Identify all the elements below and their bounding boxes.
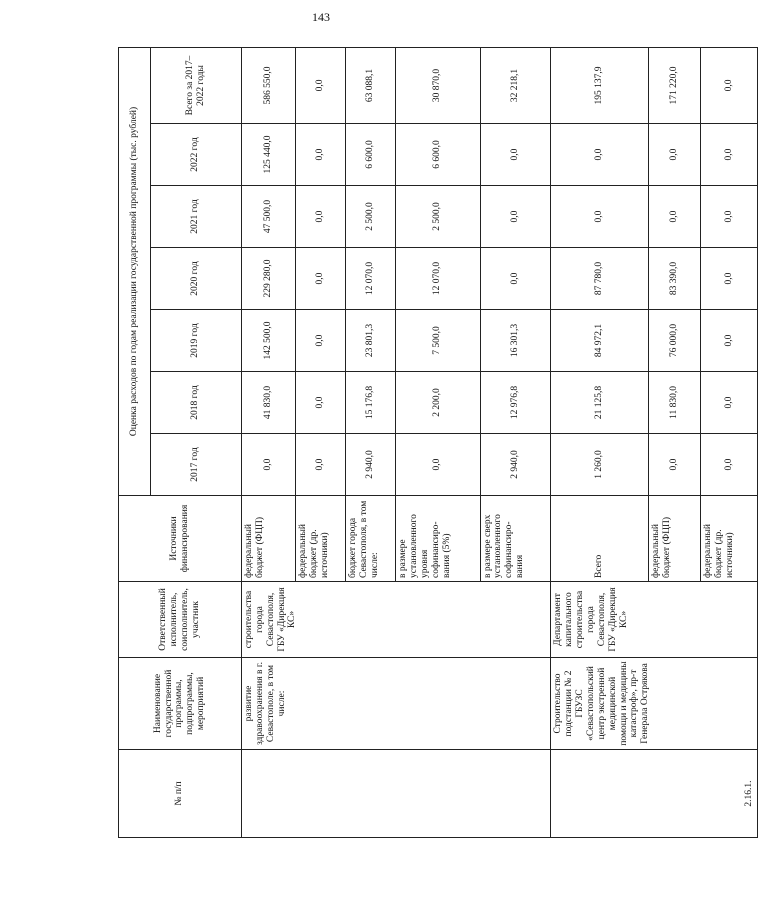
- cell-value: 0,0: [701, 310, 758, 372]
- cell-value: 2 500,0: [346, 186, 396, 248]
- cell-value: 0,0: [296, 434, 346, 496]
- cell-value: 0,0: [701, 47, 758, 123]
- expense-table: [118, 47, 758, 838]
- row-source: бюджет города Севастополя, в том числе:: [346, 496, 396, 582]
- cell-value: 84 972,1: [550, 310, 648, 372]
- cell-value: 0,0: [296, 248, 346, 310]
- row-source: федеральный бюджет (др. источники): [701, 496, 758, 582]
- year-header: 2019 год: [150, 310, 241, 372]
- cell-value: 12 070,0: [346, 248, 396, 310]
- row-source: федеральный бюджет (ФЦП): [241, 496, 296, 582]
- cell-value: 30 870,0: [396, 47, 480, 123]
- row-source: в размере сверх установленного софинансиро-вания: [480, 496, 550, 582]
- cell-value: 0,0: [480, 124, 550, 186]
- cell-value: 6 600,0: [346, 124, 396, 186]
- cell-value: 171 220,0: [648, 47, 700, 123]
- cell-value: 0,0: [701, 124, 758, 186]
- cell-value: 0,0: [701, 186, 758, 248]
- cell-value: 21 125,8: [550, 372, 648, 434]
- row-num: 2.16.1.: [550, 750, 757, 838]
- header-source: Источники финансирования: [119, 496, 242, 582]
- header-name: Наименование государственной программы, подпрограммы, мероприятий: [119, 658, 242, 750]
- rotated-table-wrapper: [118, 48, 758, 838]
- cell-value: 2 200,0: [396, 372, 480, 434]
- cell-value: 142 500,0: [241, 310, 296, 372]
- row-name: Строительство подстанции № 2 ГБУЗС «Севастопольский центр экстренной медицинской помощи и медицины катастроф», пр-т Генерала Острякова: [550, 658, 757, 750]
- year-header: 2018 год: [150, 372, 241, 434]
- cell-value: 12 070,0: [396, 248, 480, 310]
- cell-value: 0,0: [701, 372, 758, 434]
- row-responsible: строительства города Севастополя, ГБУ «Дирекция КС»: [241, 582, 550, 658]
- cell-value: 0,0: [296, 372, 346, 434]
- row-responsible: Департамент капитального строительства города Севастополя, ГБУ «Дирекция КС»: [550, 582, 757, 658]
- year-header: 2022 год: [150, 124, 241, 186]
- cell-value: 12 976,8: [480, 372, 550, 434]
- cell-value: 0,0: [550, 124, 648, 186]
- row-source: федеральный бюджет (др. источники): [296, 496, 346, 582]
- cell-value: 41 830,0: [241, 372, 296, 434]
- year-header: 2020 год: [150, 248, 241, 310]
- cell-value: 11 830,0: [648, 372, 700, 434]
- cell-value: 16 301,3: [480, 310, 550, 372]
- cell-value: 0,0: [701, 434, 758, 496]
- cell-value: 0,0: [480, 248, 550, 310]
- row-name: развитие здравоохранения в г. Севастополе, в том числе:: [241, 658, 550, 750]
- cell-value: 0,0: [396, 434, 480, 496]
- row-num: [241, 750, 550, 838]
- cell-value: 32 218,1: [480, 47, 550, 123]
- cell-value: 7 500,0: [396, 310, 480, 372]
- cell-value: 15 176,8: [346, 372, 396, 434]
- cell-value: 586 550,0: [241, 47, 296, 123]
- cell-value: 0,0: [296, 124, 346, 186]
- cell-value: 0,0: [241, 434, 296, 496]
- cell-value: 0,0: [480, 186, 550, 248]
- row-source: в размере установленного уровня софинансиро-вания (5%): [396, 496, 480, 582]
- cell-value: 1 260,0: [550, 434, 648, 496]
- cell-value: 0,0: [648, 434, 700, 496]
- header-estimate: Оценка расходов по годам реализации государственной программы (тыс. рублей): [119, 47, 151, 495]
- cell-value: 2 940,0: [480, 434, 550, 496]
- cell-value: 0,0: [296, 47, 346, 123]
- year-header: 2017 год: [150, 434, 241, 496]
- header-num: № п/п: [119, 750, 242, 838]
- cell-value: 87 780,0: [550, 248, 648, 310]
- cell-value: 23 801,3: [346, 310, 396, 372]
- cell-value: 0,0: [550, 186, 648, 248]
- cell-value: 229 280,0: [241, 248, 296, 310]
- year-header: Всего за 2017–2022 годы: [150, 47, 241, 123]
- page-number: 143: [312, 10, 330, 24]
- cell-value: 63 088,1: [346, 47, 396, 123]
- row-source: федеральный бюджет (ФЦП): [648, 496, 700, 582]
- cell-value: 2 500,0: [396, 186, 480, 248]
- cell-value: 0,0: [701, 248, 758, 310]
- cell-value: 47 500,0: [241, 186, 296, 248]
- year-header: 2021 год: [150, 186, 241, 248]
- cell-value: 0,0: [296, 186, 346, 248]
- cell-value: 6 600,0: [396, 124, 480, 186]
- cell-value: 0,0: [296, 310, 346, 372]
- header-responsible: Ответственный исполнитель, соисполнитель, участник: [119, 582, 242, 658]
- cell-value: 83 390,0: [648, 248, 700, 310]
- cell-value: 195 137,9: [550, 47, 648, 123]
- cell-value: 0,0: [648, 186, 700, 248]
- cell-value: 0,0: [648, 124, 700, 186]
- table-row: [241, 47, 296, 837]
- table-row: [550, 47, 648, 837]
- cell-value: 76 000,0: [648, 310, 700, 372]
- cell-value: 125 440,0: [241, 124, 296, 186]
- cell-value: 2 940,0: [346, 434, 396, 496]
- row-source: Всего: [550, 496, 648, 582]
